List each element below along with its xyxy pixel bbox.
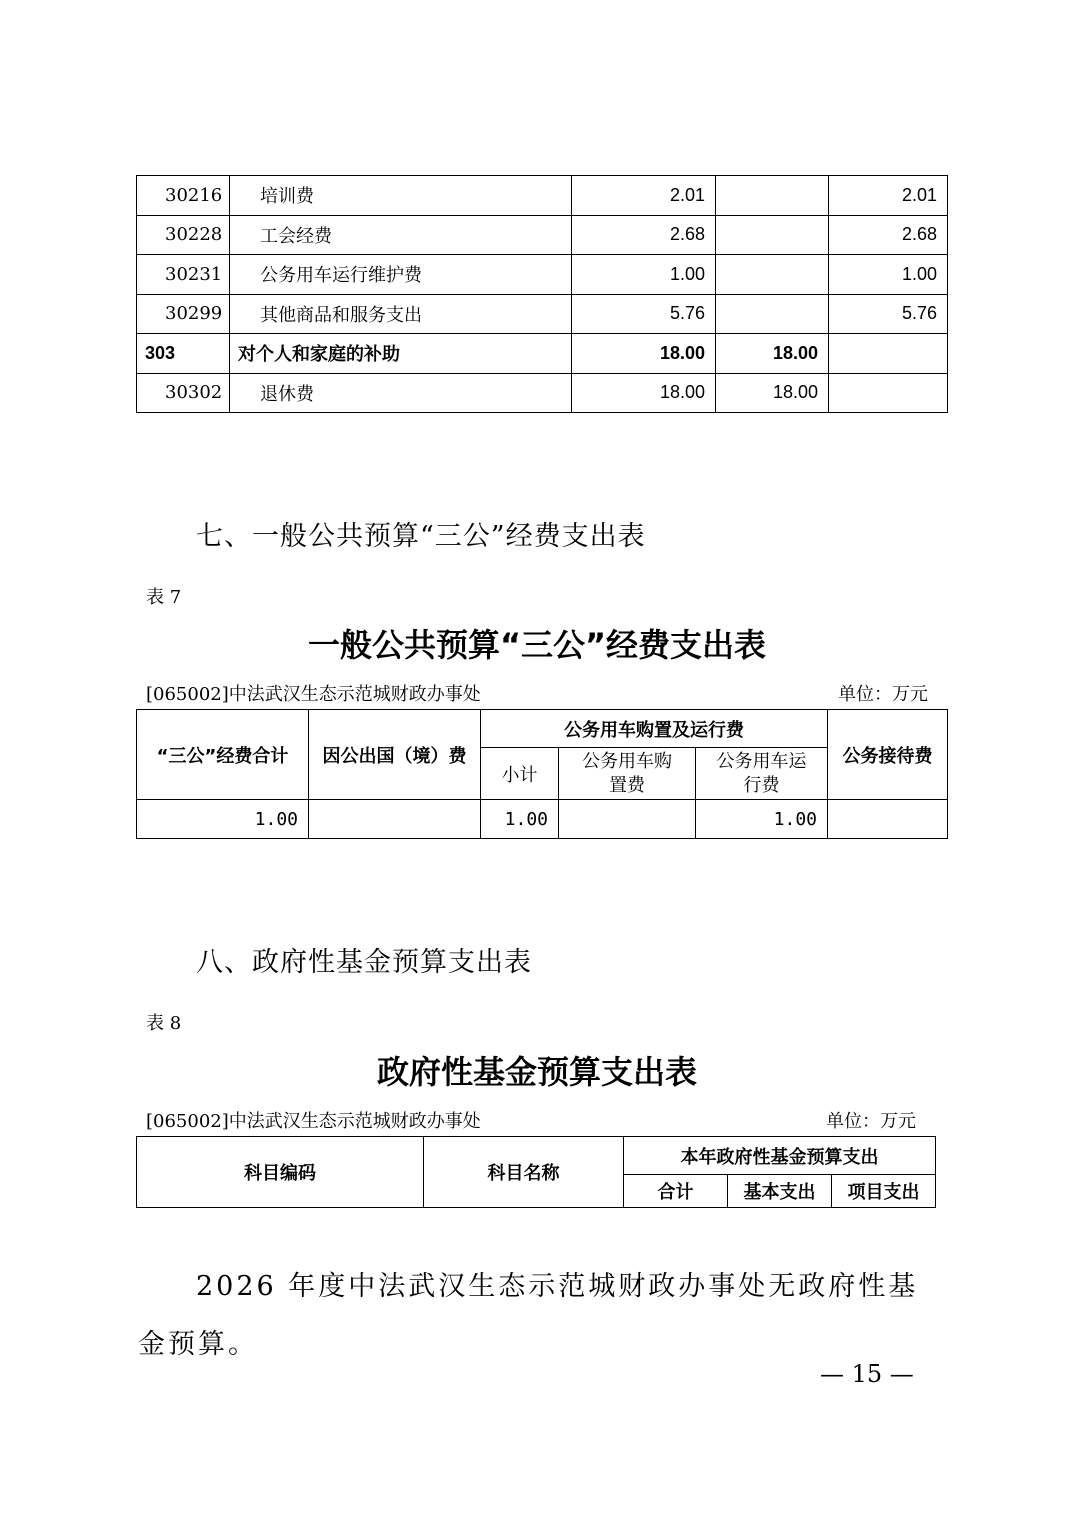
row-basic [716, 215, 829, 255]
unit-name-8: [065002]中法武汉生态示范城财政办事处 [146, 1111, 481, 1132]
header-car-group: 公务用车购置及运行费 [481, 710, 828, 748]
table-row [137, 215, 948, 255]
row-total: 18.00 [572, 334, 716, 374]
header-car-purchase: 公务用车购置费 [559, 748, 696, 800]
row-total: 18.00 [572, 373, 716, 413]
value-car-purchase [559, 800, 696, 839]
header-name: 科目名称 [424, 1137, 624, 1208]
section-heading-8: 八、政府性基金预算支出表 [196, 947, 532, 978]
value-reception [828, 800, 948, 839]
table-row [137, 255, 948, 295]
government-fund-table [136, 1136, 936, 1208]
row-code: 30302 [137, 373, 230, 413]
row-total: 2.68 [572, 215, 716, 255]
row-total: 1.00 [572, 255, 716, 295]
expense-table-continued [136, 175, 948, 413]
value-total: 1.00 [137, 800, 309, 839]
table-number-7: 表 7 [146, 587, 182, 608]
row-basic [716, 176, 829, 216]
three-public-expense-table [136, 709, 948, 839]
table-title-7: 一般公共预算“三公”经费支出表 [307, 626, 767, 664]
header-subtotal: 小计 [481, 748, 559, 800]
table-row [137, 373, 948, 413]
header-total: “三公”经费合计 [137, 710, 309, 800]
row-name: 培训费 [230, 176, 572, 216]
table-title-8: 政府性基金预算支出表 [376, 1053, 697, 1091]
row-basic: 18.00 [716, 334, 829, 374]
page-number: — 15 — [820, 1360, 914, 1388]
row-project: 2.01 [829, 176, 948, 216]
table-row [137, 334, 948, 374]
row-code: 303 [137, 334, 230, 374]
unit-label-7: 单位：万元 [838, 684, 928, 705]
table-row [137, 294, 948, 334]
unit-name-7: [065002]中法武汉生态示范城财政办事处 [146, 684, 481, 705]
row-project [829, 334, 948, 374]
row-basic: 18.00 [716, 373, 829, 413]
header-project-8: 项目支出 [832, 1175, 936, 1208]
row-name: 其他商品和服务支出 [230, 294, 572, 334]
header-code: 科目编码 [137, 1137, 424, 1208]
row-name: 工会经费 [230, 215, 572, 255]
header-total-8: 合计 [624, 1175, 728, 1208]
row-code: 30231 [137, 255, 230, 295]
row-name: 对个人和家庭的补助 [230, 334, 572, 374]
row-name: 退休费 [230, 373, 572, 413]
value-abroad [309, 800, 481, 839]
table-row [137, 176, 948, 216]
row-basic [716, 294, 829, 334]
row-project [829, 373, 948, 413]
row-project: 2.68 [829, 215, 948, 255]
value-car-operation: 1.00 [696, 800, 828, 839]
row-code: 30216 [137, 176, 230, 216]
section-heading-7: 七、一般公共预算“三公”经费支出表 [196, 521, 646, 552]
row-total: 5.76 [572, 294, 716, 334]
value-subtotal: 1.00 [481, 800, 559, 839]
header-abroad: 因公出国（境）费 [309, 710, 481, 800]
row-basic [716, 255, 829, 295]
header-reception: 公务接待费 [828, 710, 948, 800]
header-group: 本年政府性基金预算支出 [624, 1137, 936, 1175]
row-total: 2.01 [572, 176, 716, 216]
header-basic-8: 基本支出 [728, 1175, 832, 1208]
unit-label-8: 单位：万元 [826, 1111, 916, 1132]
row-code: 30228 [137, 215, 230, 255]
row-code: 30299 [137, 294, 230, 334]
no-fund-paragraph: 2026 年度中法武汉生态示范城财政办事处无政府性基金预算。 [138, 1271, 919, 1360]
row-project: 1.00 [829, 255, 948, 295]
table-number-8: 表 8 [146, 1013, 182, 1034]
row-name: 公务用车运行维护费 [230, 255, 572, 295]
row-project: 5.76 [829, 294, 948, 334]
header-car-operation: 公务用车运行费 [696, 748, 828, 800]
